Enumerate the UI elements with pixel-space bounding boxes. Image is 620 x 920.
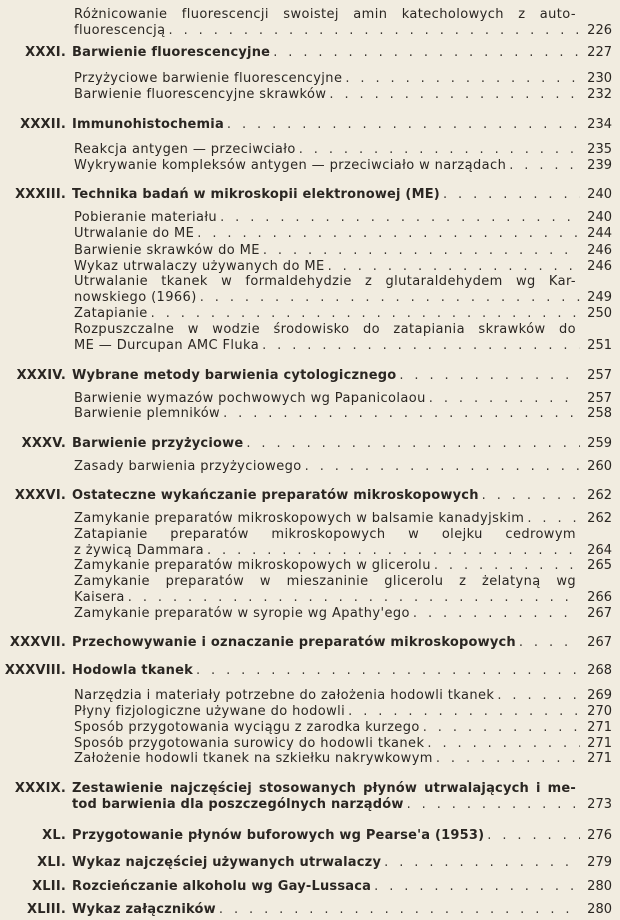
section-title: ME — Durcupan AMC Fluka <box>74 338 260 353</box>
dot-leader <box>509 159 580 173</box>
chapter-number: XLII. <box>32 879 66 894</box>
page-number: 268 <box>587 663 612 678</box>
section-title: Zamykanie preparatów mikroskopowych w balsamie kanadyjskim <box>74 511 525 526</box>
page-number: 232 <box>587 87 612 102</box>
dot-leader <box>273 46 580 60</box>
dot-leader <box>207 544 580 558</box>
section-title: Zamykanie preparatów w mieszaninie glicerolu z żelatyną wg <box>74 574 576 589</box>
chapter-title: Technika badań w mikroskopii elektronowej (ME) <box>72 187 440 202</box>
page-number: 246 <box>587 243 612 258</box>
dot-leader <box>200 291 580 305</box>
page-number: 251 <box>587 338 612 353</box>
section-title: Narzędzia i materiały potrzebne do założenia hodowli tkanek <box>74 688 495 703</box>
dot-leader <box>436 752 580 766</box>
chapter-title: Wybrane metody barwienia cytologicznego <box>72 368 397 383</box>
page-number: 240 <box>587 210 612 225</box>
section-title: Przyżyciowe barwienie fluorescencyjne <box>74 71 343 86</box>
dot-leader <box>223 407 580 421</box>
section-title: Barwienie wymazów pochwowych wg Papanicolaou <box>74 391 426 406</box>
chapter-title: Przechowywanie i oznaczanie preparatów mikroskopowych <box>72 635 516 650</box>
section-title: Sposób przygotowania surowicy do hodowli tkanek <box>74 736 425 751</box>
chapter-number: XXXIII. <box>15 187 66 202</box>
chapter-title: Barwienie fluorescencyjne <box>72 45 271 60</box>
page-number: 265 <box>587 558 612 573</box>
dot-leader <box>443 188 580 202</box>
page-number: 230 <box>587 71 612 86</box>
dot-leader <box>263 244 580 258</box>
page-number: 270 <box>587 704 612 719</box>
page-number: 259 <box>587 436 612 451</box>
section-title: nowskiego (1966) <box>74 290 197 305</box>
dot-leader <box>227 118 580 132</box>
page-number: 258 <box>587 406 612 421</box>
chapter-number: XXXVII. <box>9 635 66 650</box>
dot-leader <box>429 392 580 406</box>
page-number: 240 <box>587 187 612 202</box>
page-number: 260 <box>587 459 612 474</box>
chapter-title: Wykaz najczęściej używanych utrwalaczy <box>72 855 382 870</box>
dot-leader <box>519 636 580 650</box>
page-number: 271 <box>587 720 612 735</box>
dot-leader <box>374 880 580 894</box>
page-number: 280 <box>587 879 612 894</box>
page-number: 226 <box>587 23 612 38</box>
section-title: z żywicą Dammara <box>74 543 204 558</box>
dot-leader <box>384 856 580 870</box>
page-number: 264 <box>587 543 612 558</box>
chapter-title: tod barwienia dla poszczególnych narządów <box>72 797 404 812</box>
section-title: Założenie hodowli tkanek na szkiełku nakrywkowym <box>74 751 433 766</box>
page-number: 273 <box>587 797 612 812</box>
section-title: Utrwalanie do ME <box>74 226 195 241</box>
page-number: 246 <box>587 259 612 274</box>
chapter-number: XLIII. <box>27 902 66 917</box>
page-number: 234 <box>587 117 612 132</box>
chapter-number: XXXII. <box>20 117 66 132</box>
page-number: 249 <box>587 290 612 305</box>
page-number: 235 <box>587 142 612 157</box>
section-title: Reakcja antygen — przeciwciało <box>74 142 296 157</box>
chapter-title: Przygotowanie płynów buforowych wg Pearse'a (1953) <box>72 828 485 843</box>
dot-leader <box>399 369 580 383</box>
section-title: Zatapianie preparatów mikroskopowych w olejku cedrowym <box>74 527 576 542</box>
chapter-title: Zestawienie najczęściej stosowanych płynów utrwalających i me- <box>72 781 576 796</box>
chapter-number: XXXI. <box>25 45 66 60</box>
page-number: 276 <box>587 828 612 843</box>
chapter-number: XLI. <box>37 855 66 870</box>
section-title: Utrwalanie tkanek w formaldehydzie z glutaraldehydem wg Kar- <box>74 274 576 289</box>
dot-leader <box>527 512 580 526</box>
dot-leader <box>196 664 580 678</box>
dot-leader <box>427 737 580 751</box>
chapter-number: XXXIV. <box>16 368 66 383</box>
page-number: 271 <box>587 751 612 766</box>
chapter-title: Immunohistochemia <box>72 117 224 132</box>
page-number: 271 <box>587 736 612 751</box>
section-title: Pobieranie materiału <box>74 210 218 225</box>
dot-leader <box>219 903 580 917</box>
dot-leader <box>434 559 580 573</box>
section-title: Sposób przygotowania wyciągu z zarodka kurzego <box>74 720 420 735</box>
dot-leader <box>262 339 580 353</box>
dot-leader <box>413 607 580 621</box>
dot-leader <box>305 460 580 474</box>
dot-leader <box>497 689 580 703</box>
dot-leader <box>348 705 580 719</box>
chapter-number: XXXIX. <box>14 781 66 796</box>
dot-leader <box>197 227 580 241</box>
page-number: 280 <box>587 902 612 917</box>
page-number: 250 <box>587 306 612 321</box>
chapter-title: Barwienie przyżyciowe <box>72 436 244 451</box>
dot-leader <box>299 143 580 157</box>
page-number: 244 <box>587 226 612 241</box>
section-title: Barwienie fluorescencyjne skrawków <box>74 87 327 102</box>
chapter-title: Wykaz załączników <box>72 902 216 917</box>
dot-leader <box>482 489 580 503</box>
page-number: 227 <box>587 45 612 60</box>
section-title: Zatapianie <box>74 306 148 321</box>
section-title: Płyny fizjologiczne używane do hodowli <box>74 704 346 719</box>
dot-leader <box>423 721 580 735</box>
dot-leader <box>329 88 580 102</box>
section-title: fluorescencją <box>74 23 166 38</box>
section-title: Kaisera <box>74 590 125 605</box>
chapter-title: Ostateczne wykańczanie preparatów mikroskopowych <box>72 488 479 503</box>
section-title: Wykrywanie kompleksów antygen — przeciwciało w narządach <box>74 158 507 173</box>
page-number: 257 <box>587 391 612 406</box>
page-number: 279 <box>587 855 612 870</box>
page-number: 262 <box>587 488 612 503</box>
section-title: Barwienie skrawków do ME <box>74 243 260 258</box>
chapter-number: XL. <box>42 828 66 843</box>
page-number: 267 <box>587 606 612 621</box>
section-title: Zasady barwienia przyżyciowego <box>74 459 302 474</box>
page-number: 269 <box>587 688 612 703</box>
page-number: 266 <box>587 590 612 605</box>
section-title: Różnicowanie fluorescencji swoistej amin katecholowych z auto- <box>74 7 576 22</box>
section-title: Rozpuszczalne w wodzie środowisko do zatapiania skrawków do <box>74 322 576 337</box>
chapter-number: XXXV. <box>21 436 66 451</box>
page-number: 267 <box>587 635 612 650</box>
chapter-title: Rozcieńczanie alkoholu wg Gay-Lussaca <box>72 879 372 894</box>
dot-leader <box>246 437 580 451</box>
page-number: 257 <box>587 368 612 383</box>
dot-leader <box>407 798 580 812</box>
chapter-title: Hodowla tkanek <box>72 663 193 678</box>
chapter-number: XXXVI. <box>14 488 66 503</box>
page-number: 262 <box>587 511 612 526</box>
dot-leader <box>220 211 580 225</box>
dot-leader <box>169 24 580 38</box>
dot-leader <box>345 72 580 86</box>
section-title: Zamykanie preparatów mikroskopowych w glicerolu <box>74 558 431 573</box>
page-number: 239 <box>587 158 612 173</box>
section-title: Wykaz utrwalaczy używanych do ME <box>74 259 325 274</box>
dot-leader <box>328 260 580 274</box>
section-title: Zamykanie preparatów w syropie wg Apathy'ego <box>74 606 410 621</box>
dot-leader <box>487 829 580 843</box>
dot-leader <box>151 307 580 321</box>
section-title: Barwienie plemników <box>74 406 221 421</box>
dot-leader <box>128 591 580 605</box>
chapter-number: XXXVIII. <box>4 663 66 678</box>
